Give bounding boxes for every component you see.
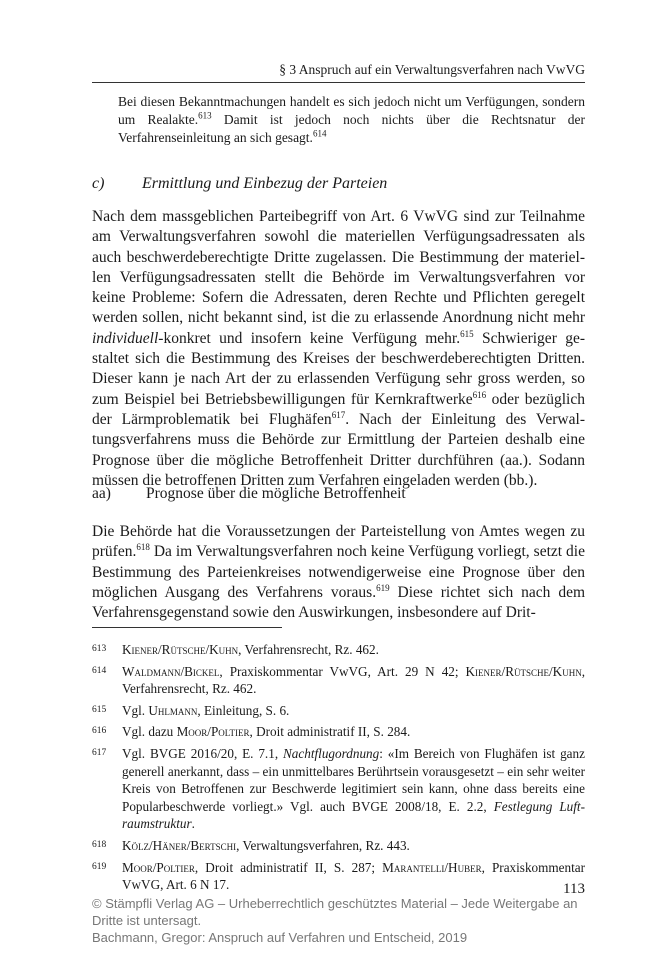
footnote-number: 615 — [92, 704, 107, 715]
para1-text-2: -konkret und insofern keine Verfügung mehr. — [158, 329, 461, 347]
para2-text-2: Da im Verwaltungsverfahren noch keine Verfügung vorliegt, setzt die Bestimmung des Parteienkreises notwendigerweise eine Prognose über den möglichen Ausgang des Verfahrens voraus. — [92, 543, 585, 601]
footnote-text — [122, 837, 585, 855]
citation: Vgl. BVGE 2016/20, E. 7.1, — [122, 745, 283, 761]
footnote — [92, 745, 585, 833]
footnote-text — [122, 723, 585, 741]
para1-text-1: Nach dem massgeblichen Parteibegriff von Art. 6 VwVG sind zur Teilnahme am Verwaltungsverfahren sowohl die materiellen Verfügungsadressaten als auch beschwerdeberechtigte Dritte zugelassen. Die Bestimmung der materiellen Verfügungsadressaten stellt die Behörde im Verwaltungsverfahren vor keine Probleme: Sofern die Adressaten, deren Rechte und Pflichten geregelt werden sollen, nicht bekannt sind, ist die zu erlassende Anordnung nicht mehr — [92, 208, 585, 327]
footnote-text — [122, 702, 585, 720]
citation: , Verwaltungsverfahren, Rz. 443. — [236, 837, 410, 853]
footnote — [92, 723, 585, 741]
copyright-notice — [92, 895, 585, 946]
footnotes — [92, 641, 585, 898]
footnote — [92, 837, 585, 855]
running-header: § 3 Anspruch auf ein Verwaltungsverfahren nach VwVG — [279, 62, 585, 77]
citation: . — [191, 816, 195, 832]
body-paragraph-2 — [92, 522, 585, 623]
author: Moor/Poltier — [176, 724, 250, 740]
section-heading-aa — [92, 485, 585, 503]
footnote-text — [122, 745, 585, 833]
footnote-text — [122, 641, 585, 659]
copyright-line-1: © Stämpfli Verlag AG – Urheberrechtlich geschütztes Material – Jede Weitergabe an Dritte ist untersagt. — [92, 896, 578, 928]
citation: , Verfahrensrecht, Rz. 462. — [238, 642, 379, 657]
intro-paragraph — [118, 93, 585, 147]
footnote — [92, 663, 585, 698]
section-number: c) — [92, 175, 105, 192]
author: Kiener/Rütsche/Kuhn — [465, 663, 582, 679]
footnote-number: 618 — [92, 839, 107, 850]
citation: , Einleitung, S. 6. — [197, 702, 290, 718]
author: Moor/Poltier — [122, 859, 195, 875]
citation: , Droit administratif II, S. 284. — [249, 724, 411, 740]
footnote — [92, 641, 585, 659]
footnote-text — [122, 663, 585, 698]
citation: , Praxiskommentar VwVG, Art. 29 N 42; — [219, 663, 466, 679]
header-rule — [92, 82, 585, 83]
author: Waldmann/Bickel — [122, 663, 220, 679]
author: Kölz/Häner/Bertschi — [122, 837, 237, 853]
citation: , Praxiskommentar VwVG, Art. 6 N 17. — [122, 859, 585, 893]
footnote-rule — [92, 627, 282, 628]
footnote-ref-616[interactable]: 616 — [472, 389, 487, 400]
footnote-ref-618[interactable]: 618 — [136, 542, 150, 553]
footnote-ref-619[interactable]: 619 — [376, 582, 390, 593]
citation: : «Im Bereich von Flughäfen ist ganz generell anerkannt, dass – ein unmittelbares Berührtsein vorausgesetzt – ein sehr weiter Kreis von Betroffenen zur Beschwerde legitimiert sein kann, ohne dass bereits eine Popularbeschwerde vorliegt.» Vgl. auch BVGE 2008/18, E. 2.2, — [122, 745, 585, 814]
subsection-number: aa) — [92, 485, 111, 502]
footnote-number: 619 — [92, 861, 107, 872]
page-number: 113 — [563, 881, 585, 897]
citation: Vgl. dazu — [122, 724, 177, 740]
case-title: Festlegung Luftraumstruktur — [122, 798, 585, 832]
section-heading-c — [92, 175, 585, 193]
footnote-ref-613[interactable]: 613 — [198, 110, 212, 121]
copyright-line-2: Bachmann, Gregor: Anspruch auf Verfahren und Entscheid, 2019 — [92, 930, 468, 945]
citation: , Droit administratif II, S. 287; — [194, 859, 383, 875]
para2-text-3: Diese richtet sich nach dem Verfahrensgegenstand sowie den Auswirkungen, insbesondere auf Drit- — [92, 583, 586, 622]
section-title: Ermittlung und Einbezug der Parteien — [142, 175, 388, 192]
footnote — [92, 702, 585, 720]
citation: , Verfahrensrecht, Rz. 462. — [122, 663, 585, 697]
para1-text-4: oder bezüglich der Lärmproblematik bei Flughäfen — [92, 390, 585, 428]
author: Kiener/Rütsche/Kuhn — [122, 642, 239, 657]
intro-sentence-1: Bei diesen Bekanntmachungen handelt es sich jedoch nicht um Verfügungen, sondern um Realakte. — [118, 94, 585, 127]
body-paragraph-1 — [92, 207, 585, 491]
footnote-number: 613 — [92, 644, 107, 654]
intro-sentence-2: Damit ist jedoch noch nichts über die Rechtsnatur der Verfahrenseinleitung an sich gesagt. — [118, 112, 586, 145]
para2-text-1: Die Behörde hat die Voraussetzungen der Parteistellung von Amtes wegen zu prüfen. — [92, 523, 585, 561]
author: Marantelli/Huber — [382, 859, 482, 875]
para1-text-5: . Nach der Einleitung des Verwaltungsverfahrens muss die Behörde zur Ermittlung der Parteien deshalb eine Prognose über die mögliche Betroffenheit Dritter durchführen (aa.). Sodann müssen die betroffenen Dritten zum Verfahren eingeladen werden (bb.). — [92, 410, 585, 489]
footnote-number: 616 — [92, 726, 107, 737]
case-title: Nachtflugordnung — [283, 745, 380, 761]
footnote-ref-615[interactable]: 615 — [460, 328, 474, 339]
footnote-number: 617 — [92, 747, 107, 758]
footnote-number: 614 — [92, 665, 107, 676]
author: Uhlmann — [148, 702, 198, 718]
para1-text-3: Schwieriger gestaltet sich die Bestimmung des Kreises der beschwerdeberechtigten Dritten. Dieser kann je nach Art der zu erlassenden Verfügung sehr gross werden, so zum Beispiel bei Betriebsbewilligungen für Kernkraftwerke — [92, 329, 585, 408]
footnote-ref-617[interactable]: 617 — [331, 409, 346, 420]
para1-italic: individuell — [92, 329, 159, 347]
footnote-ref-614[interactable]: 614 — [312, 128, 327, 139]
subsection-title: Prognose über die mögliche Betroffenheit — [146, 485, 406, 502]
citation: Vgl. — [122, 702, 149, 718]
